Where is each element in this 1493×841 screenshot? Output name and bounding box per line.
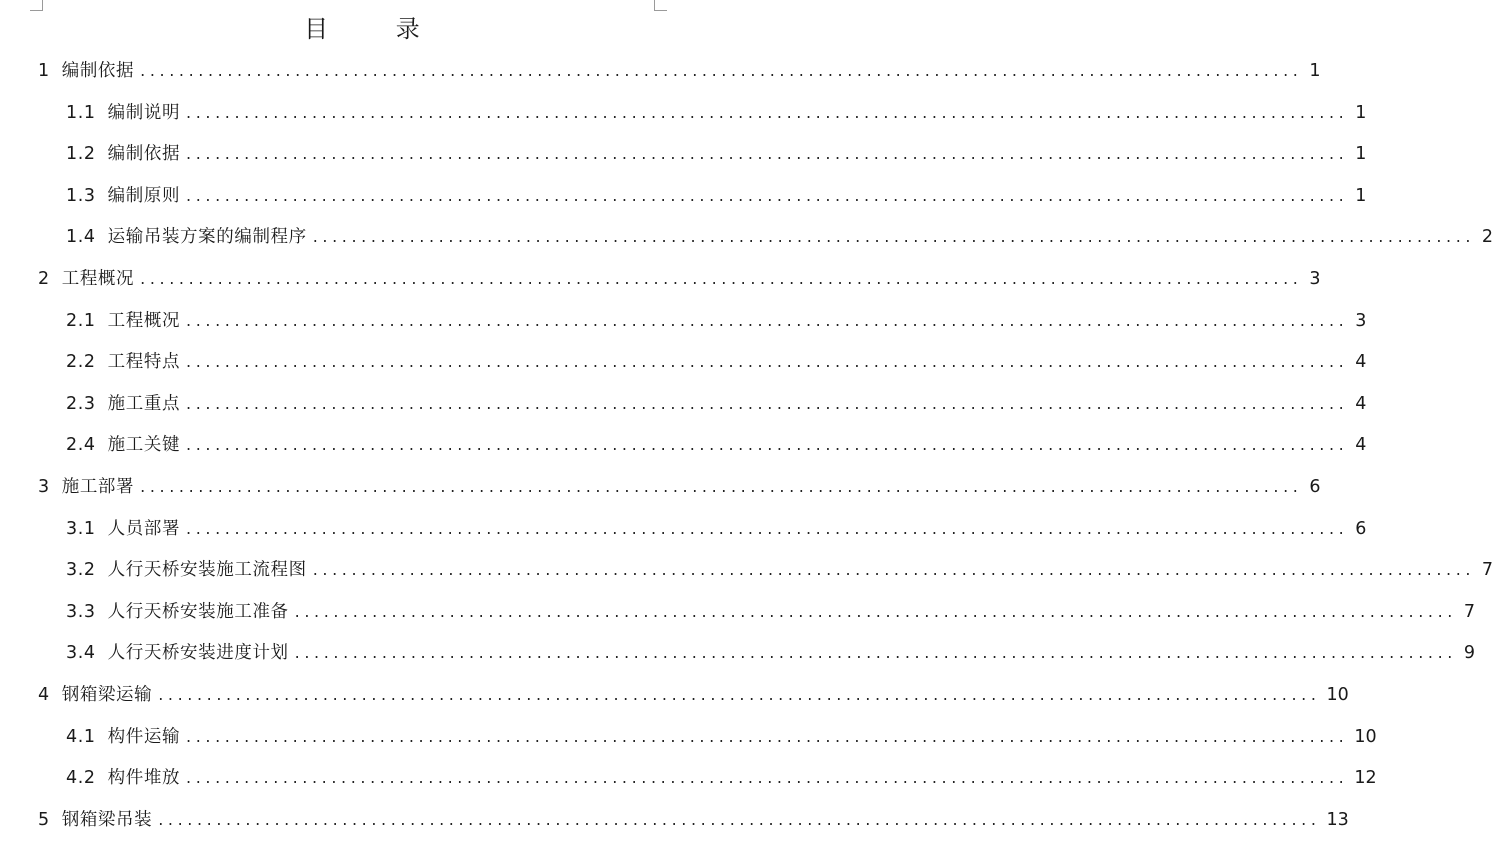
page-corner-mark-left [30, 0, 43, 11]
toc-entry-page-number: 4 [1355, 352, 1367, 373]
toc-entry-title: 人行天桥安装施工准备 [107, 601, 289, 622]
toc-entry-number: 1.2 [66, 144, 96, 165]
toc-leader-dots: ........................................................................................................................ [186, 144, 1349, 164]
toc-entry-title: 编制依据 [61, 61, 135, 81]
toc-entry-page-number: 6 [1309, 477, 1321, 497]
toc-entry-title: 施工部署 [61, 477, 135, 497]
toc-entry-title: 施工关键 [107, 435, 181, 456]
toc-entry[interactable] [38, 476, 1321, 498]
toc-entry-title: 构件运输 [107, 726, 181, 747]
toc-entry-title: 工程特点 [107, 352, 181, 373]
toc-entry[interactable] [66, 559, 1493, 581]
toc-leader-dots: ........................................................................................................................ [186, 435, 1349, 455]
toc-entry-title: 工程概况 [61, 269, 135, 289]
toc-entry-number: 2.1 [66, 310, 96, 331]
toc-entry[interactable] [66, 393, 1367, 415]
toc-entry-number: 2 [38, 269, 50, 289]
toc-leader-dots: ........................................................................................................................ [186, 310, 1349, 330]
toc-leader-dots: ........................................................................................................................ [140, 269, 1303, 288]
toc-leader-dots: ........................................................................................................................ [158, 809, 1321, 829]
toc-entry-number: 2.4 [66, 435, 96, 456]
toc-entry-title: 人行天桥安装进度计划 [107, 643, 289, 664]
toc-entry-number: 3.2 [66, 560, 96, 581]
toc-entry-title: 编制依据 [107, 144, 181, 165]
toc-entry-title: 人行天桥安装施工流程图 [107, 560, 307, 581]
toc-entry-number: 4 [38, 685, 50, 705]
toc-leader-dots: ........................................................................................................................ [312, 227, 1476, 247]
toc-entry-page-number: 2 [1481, 227, 1493, 248]
toc-entry-number: 1.3 [66, 185, 96, 206]
toc-entry-title: 构件堆放 [107, 768, 181, 789]
toc-entry[interactable] [38, 809, 1349, 831]
toc-leader-dots: ........................................................................................................................ [158, 685, 1321, 704]
toc-leader-dots: ........................................................................................................................ [186, 768, 1349, 788]
toc-entry-number: 3.3 [66, 601, 96, 622]
toc-entry-number: 3 [38, 477, 50, 497]
toc-entry-page-number: 9 [1463, 643, 1475, 664]
toc-entry[interactable] [66, 434, 1367, 456]
toc-entry-page-number: 4 [1355, 393, 1367, 414]
toc-entry-title: 人员部署 [107, 518, 181, 539]
toc-entry-number: 3.4 [66, 643, 96, 664]
toc-leader-dots: ........................................................................................................................ [186, 393, 1349, 413]
toc-leader-dots: ........................................................................................................................ [140, 477, 1303, 496]
toc-entry-title: 施工重点 [107, 393, 181, 414]
toc-entry[interactable] [66, 226, 1493, 248]
toc-entry-title: 工程概况 [107, 310, 181, 331]
toc-entry[interactable] [66, 310, 1367, 332]
toc-entry-page-number: 12 [1354, 768, 1377, 789]
toc-entry-page-number: 3 [1355, 310, 1367, 331]
toc-entry-number: 1.4 [66, 227, 96, 248]
toc-leader-dots: ........................................................................................................................ [186, 518, 1349, 538]
toc-entry-number: 2.3 [66, 393, 96, 414]
toc-leader-dots: ........................................................................................................................ [186, 102, 1349, 122]
toc-entry[interactable] [66, 726, 1377, 748]
toc-entry-number: 1.1 [66, 102, 96, 123]
toc-leader-dots: ........................................................................................................................ [294, 643, 1457, 663]
toc-entry[interactable] [38, 684, 1349, 706]
toc-entry-title: 钢箱梁运输 [61, 685, 153, 705]
toc-entry-page-number: 7 [1463, 601, 1475, 622]
toc-leader-dots: ........................................................................................................................ [312, 560, 1476, 580]
toc-entry[interactable] [66, 642, 1475, 664]
toc-leader-dots: ........................................................................................................................ [186, 185, 1349, 205]
toc-entry-number: 1 [38, 61, 50, 81]
toc-entry[interactable] [66, 767, 1377, 789]
toc-entry[interactable] [66, 185, 1367, 207]
toc-entry-page-number: 6 [1355, 518, 1367, 539]
toc-entry-title: 运输吊装方案的编制程序 [107, 227, 307, 248]
page-corner-mark-right [654, 0, 667, 11]
toc-leader-dots: ........................................................................................................................ [140, 61, 1303, 80]
toc-entry-page-number: 13 [1326, 809, 1349, 830]
toc-leader-dots: ........................................................................................................................ [186, 726, 1349, 746]
toc-entry-page-number: 1 [1355, 102, 1367, 123]
page-title: 目 录 [304, 15, 450, 43]
toc-leader-dots: ........................................................................................................................ [294, 601, 1457, 621]
toc-entry-page-number: 7 [1481, 560, 1493, 581]
toc-entry-number: 3.1 [66, 518, 96, 539]
toc-entry-page-number: 10 [1354, 726, 1377, 747]
toc-entry-page-number: 10 [1326, 685, 1349, 705]
toc-entry-number: 2.2 [66, 352, 96, 373]
toc-entry[interactable] [66, 601, 1475, 623]
toc-leader-dots: ........................................................................................................................ [186, 352, 1349, 372]
toc-entry-page-number: 1 [1309, 61, 1321, 81]
toc-entry-page-number: 1 [1355, 144, 1367, 165]
toc-entry-number: 4.1 [66, 726, 96, 747]
toc-entry[interactable] [38, 60, 1321, 82]
toc-entry-title: 编制原则 [107, 185, 181, 206]
toc-entry-page-number: 4 [1355, 435, 1367, 456]
toc-entry-title: 编制说明 [107, 102, 181, 123]
toc-entry[interactable] [66, 351, 1367, 373]
toc-entry-number: 5 [38, 809, 50, 830]
toc-entry[interactable] [38, 268, 1321, 290]
toc-entry[interactable] [66, 518, 1367, 540]
toc-entry-page-number: 1 [1355, 185, 1367, 206]
toc-entry-number: 4.2 [66, 768, 96, 789]
toc-entry-title: 钢箱梁吊装 [61, 809, 153, 830]
toc-entry[interactable] [66, 102, 1367, 124]
toc-entry[interactable] [66, 143, 1367, 165]
toc-entry-page-number: 3 [1309, 269, 1321, 289]
